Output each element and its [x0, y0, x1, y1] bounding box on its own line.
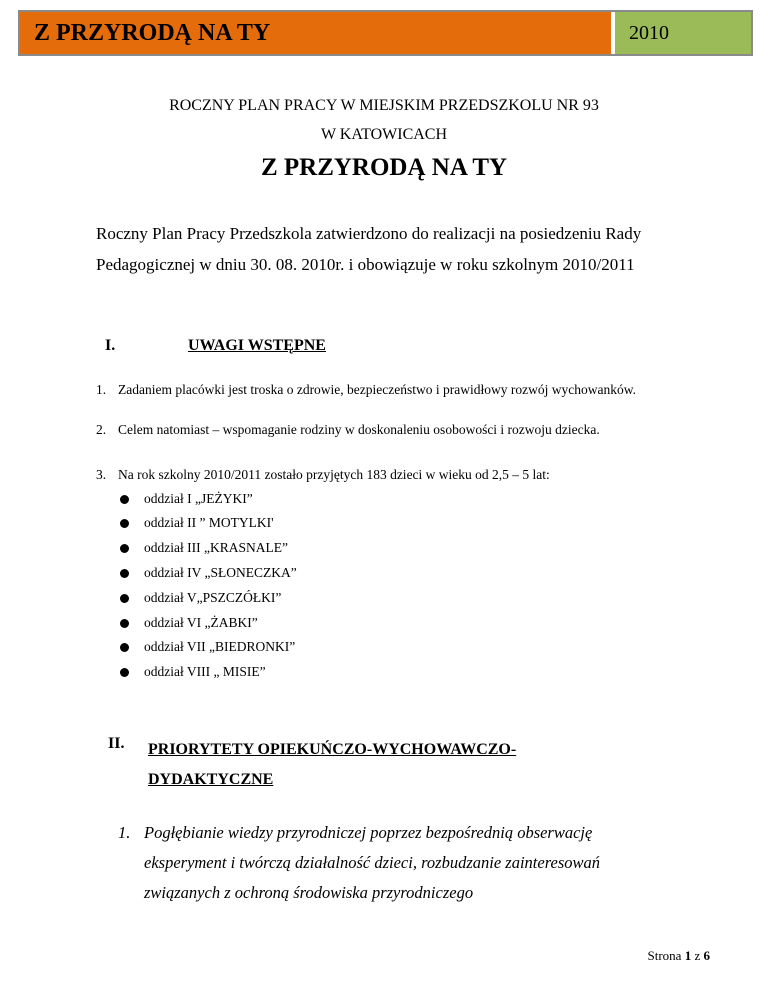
page-of: z: [694, 948, 701, 963]
section-2-title-line-1: PRIORYTETY OPIEKUŃCZO-WYCHOWAWCZO-: [148, 741, 517, 758]
group-item: [120, 491, 253, 507]
subtitle-line-2: W KATOWICACH: [320, 126, 448, 143]
section-2-title-line-2: DYDAKTYCZNE: [148, 771, 274, 788]
group-item: [120, 639, 295, 655]
bullet-icon: [120, 544, 129, 553]
group-label: oddział VI „ŻABKI”: [144, 615, 258, 630]
priority-item: [118, 818, 718, 908]
bullet-icon: [120, 569, 129, 578]
priority-item-number: 1.: [118, 823, 131, 842]
group-item: [120, 515, 274, 531]
bullet-icon: [120, 619, 129, 628]
bullet-icon: [120, 668, 129, 677]
page-number: [600, 948, 710, 964]
group-item: [120, 664, 266, 680]
list-item: [96, 467, 696, 483]
list-item: [96, 382, 696, 398]
priority-line-2: eksperyment i twórczą działalność dzieci, rozbudzanie zainteresowań: [144, 853, 600, 872]
subtitle-line-1: ROCZNY PLAN PRACY W MIEJSKIM PRZEDSZKOLU NR 93: [169, 97, 599, 114]
current-page: 1: [684, 948, 692, 963]
section-1-number: I.: [105, 337, 116, 354]
section-2-title: [148, 735, 516, 795]
list-item-number: 3.: [96, 467, 107, 482]
header-title: Z PRZYRODĄ NA TY: [20, 12, 611, 54]
intro-line-1: Roczny Plan Pracy Przedszkola zatwierdzono do realizacji na posiedzeniu Rady: [96, 224, 642, 243]
list-item-number: 2.: [96, 422, 107, 437]
page-label: Strona: [647, 948, 682, 963]
header-year: 2010: [615, 12, 751, 54]
list-item-text: Celem natomiast – wspomaganie rodziny w doskonaleniu osobowości i rozwoju dziecka.: [118, 422, 600, 437]
page-header: [18, 10, 753, 56]
intro-line-2: Pedagogicznej w dniu 30. 08. 2010r. i obowiązuje w roku szkolnym 2010/2011: [96, 255, 635, 274]
group-label: oddział VII „BIEDRONKI”: [144, 639, 296, 654]
list-item: [96, 422, 696, 438]
group-label: oddział I „JEŻYKI”: [144, 491, 253, 506]
group-item: [120, 540, 288, 556]
group-label: oddział IV „SŁONECZKA”: [144, 565, 297, 580]
group-label: oddział III „KRASNALE”: [144, 540, 288, 555]
group-label: oddział II ” MOTYLKI': [144, 515, 274, 530]
document-title: Z PRZYRODĄ NA TY: [260, 154, 508, 181]
total-pages: 6: [703, 948, 710, 963]
group-item: [120, 615, 258, 631]
section-2-number: II.: [108, 735, 125, 752]
priority-line-3: związanych z ochroną środowiska przyrodniczego: [144, 883, 474, 902]
priority-item-text: [144, 818, 718, 908]
list-item-text: Zadaniem placówki jest troska o zdrowie, bezpieczeństwo i prawidłowy rozwój wychowanków.: [118, 382, 636, 397]
list-item-number: 1.: [96, 382, 107, 397]
group-label: oddział V„PSZCZÓŁKI”: [144, 590, 282, 605]
bullet-icon: [120, 495, 129, 504]
group-label: oddział VIII „ MISIE”: [144, 664, 266, 679]
priority-line-1: Pogłębianie wiedzy przyrodniczej poprzez bezpośrednią obserwację: [144, 823, 593, 842]
group-item: [120, 565, 297, 581]
bullet-icon: [120, 594, 129, 603]
bullet-icon: [120, 519, 129, 528]
group-item: [120, 590, 281, 606]
bullet-icon: [120, 643, 129, 652]
list-item-text: Na rok szkolny 2010/2011 zostało przyjętych 183 dzieci w wieku od 2,5 – 5 lat:: [118, 467, 550, 482]
section-1-title: UWAGI WSTĘPNE: [188, 337, 326, 354]
